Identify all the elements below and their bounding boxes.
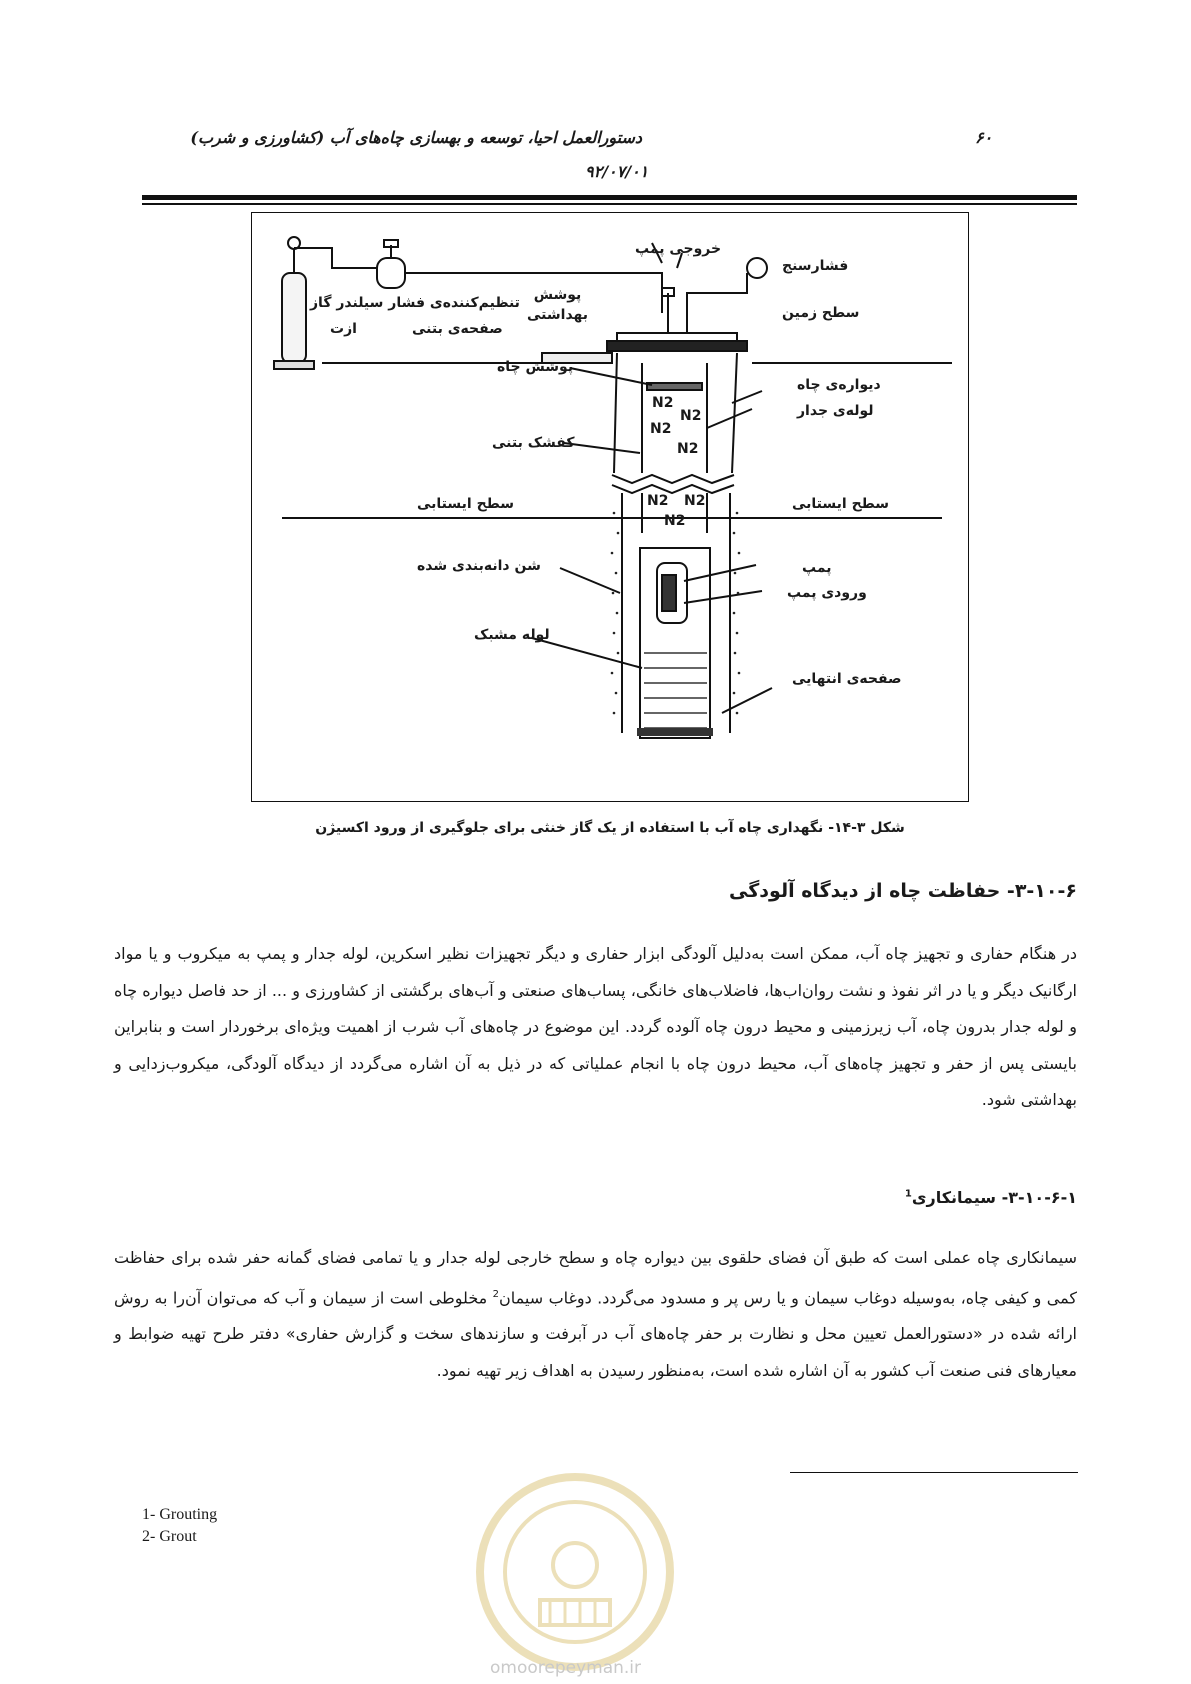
section-paragraph [114, 936, 1077, 1119]
label-water-table-left: سطح ایستابی [417, 496, 515, 512]
label-casing: لوله‌ی جدار [797, 403, 874, 419]
label-pump: پمپ [802, 560, 832, 576]
section-heading: ۳-۱۰-۶- حفاظت چاه از دیدگاه آلودگی [729, 880, 1077, 902]
subsection-text [114, 1240, 1077, 1389]
footnote-ref-2: 2 [492, 1288, 500, 1300]
figure-caption: شکل ۳-۱۴- نگهداری چاه آب با استفاده از یک گاز خنثی برای جلوگیری از ورود اکسیژن [315, 820, 905, 836]
label-regulator-cylinder: تنظیم‌کننده‌ی فشار سیلندر گاز [310, 295, 520, 311]
label-pump-outlet: خروجی پمپ [635, 241, 722, 257]
page-number: ۶۰ [975, 128, 993, 147]
header-rule-thin [142, 203, 1077, 205]
label-n2: N2 [684, 493, 706, 509]
label-graded-gravel: شن دانه‌بندی شده [417, 558, 541, 574]
footnote-1: 1- Grouting [142, 1506, 218, 1523]
running-title: دستورالعمل احیا، توسعه و بهسازی چاه‌های آب (کشاورزی و شرب) [190, 128, 642, 147]
label-end-plate: صفحه‌ی انتهایی [792, 671, 902, 687]
subsection-heading [905, 1188, 1077, 1207]
footnote-rule [790, 1472, 1078, 1473]
label-n2: N2 [680, 408, 702, 424]
label-screen-pipe: لوله مشبک [474, 627, 550, 643]
watermark-url: omoorepeyman.ir [490, 1658, 642, 1678]
figure-box [251, 212, 969, 802]
label-sanitary-cover: پوشش بهداشتی [527, 287, 589, 323]
subsection-heading-text: ۳-۱۰-۶-۱- سیمانکاری [911, 1188, 1077, 1207]
revision-date: ۹۲/۰۷/۰۱ [585, 162, 649, 181]
label-n2: N2 [677, 441, 699, 457]
watermark-seal-icon [470, 1470, 680, 1675]
subsection-text-part2: مخلوطی است از سیمان و آب که می‌توان آن‌را به روش ارائه شده در «دستورالعمل تعیین محل و نظارت بر حفر چاه‌های آب در آبرفت و سازندهای سخت و گزارش حفاری» دفتر طرح تهیه ضوابط و معیارهای فنی صنعت آب کشور به آن اشاره شده است، به‌منظور رسیدن به اهداف زیر تهیه نمود. [114, 1287, 1077, 1380]
label-n2: N2 [652, 395, 674, 411]
paragraph-text: در هنگام حفاری و تجهیز چاه آب، ممکن است به‌دلیل آلودگی ابزار حفاری و دیگر تجهیزات نظیر اسکرین، لوله جدار و پمپ به میکروب و یا مواد ارگانیک دیگر و یا در اثر نفوذ و نشت روان‌اب‌ها، فاضلاب‌های خانگی، پساب‌های صنعتی و آب‌های برگشتی از کشاورزی و ... از حد فاصل دیواره چاه و لوله جدار بدرون چاه، آب زیرزمینی و محیط درون چاه آلوده گردد. این موضوع در چاه‌های آب شرب از اهمیت ویژه‌ای برخوردار است و بنابراین بایستی پس از حفر و تجهیز چاه‌های آب، محیط درون چاه با انجام عملیاتی که در ذیل به آن اشاره می‌گردد از دیدگاه آلودگی، میکروب‌زدایی و بهداشتی شود. [114, 944, 1077, 1109]
label-well-cover: پوشش چاه [497, 359, 574, 375]
label-n2: N2 [664, 513, 686, 529]
label-water-table-right: سطح ایستابی [792, 496, 890, 512]
subsection-text-part1: سیمانکاری چاه عملی است که طبق آن فضای حلقوی بین دیواره چاه و سطح خارجی لوله جدار و یا تمامی فضای گمانه حفر شده برای حفاظت کمی و کیفی چاه، به‌وسیله دوغاب سیمان و یا رس پر و مسدود می‌گردد. دوغاب سیمان [114, 1248, 1078, 1307]
label-concrete-slab: صفحه‌ی بتنی [412, 321, 503, 337]
footnote-ref-1: 1 [904, 1188, 912, 1200]
label-pump-inlet: ورودی پمپ [787, 585, 867, 601]
label-pressure-gauge: فشارسنج [782, 258, 849, 274]
footnote-2: 2- Grout [142, 1528, 197, 1545]
label-concrete-shoe: کفشک بتنی [492, 435, 575, 451]
label-n2: N2 [647, 493, 669, 509]
subsection-paragraph [114, 1240, 1077, 1389]
label-well-wall: دیواره‌ی چاه [797, 377, 881, 393]
label-ground-surface: سطح زمین [782, 305, 860, 321]
label-n2: N2 [650, 421, 672, 437]
header-rule-thick [142, 195, 1077, 200]
label-nitrogen: ازت [330, 321, 357, 337]
